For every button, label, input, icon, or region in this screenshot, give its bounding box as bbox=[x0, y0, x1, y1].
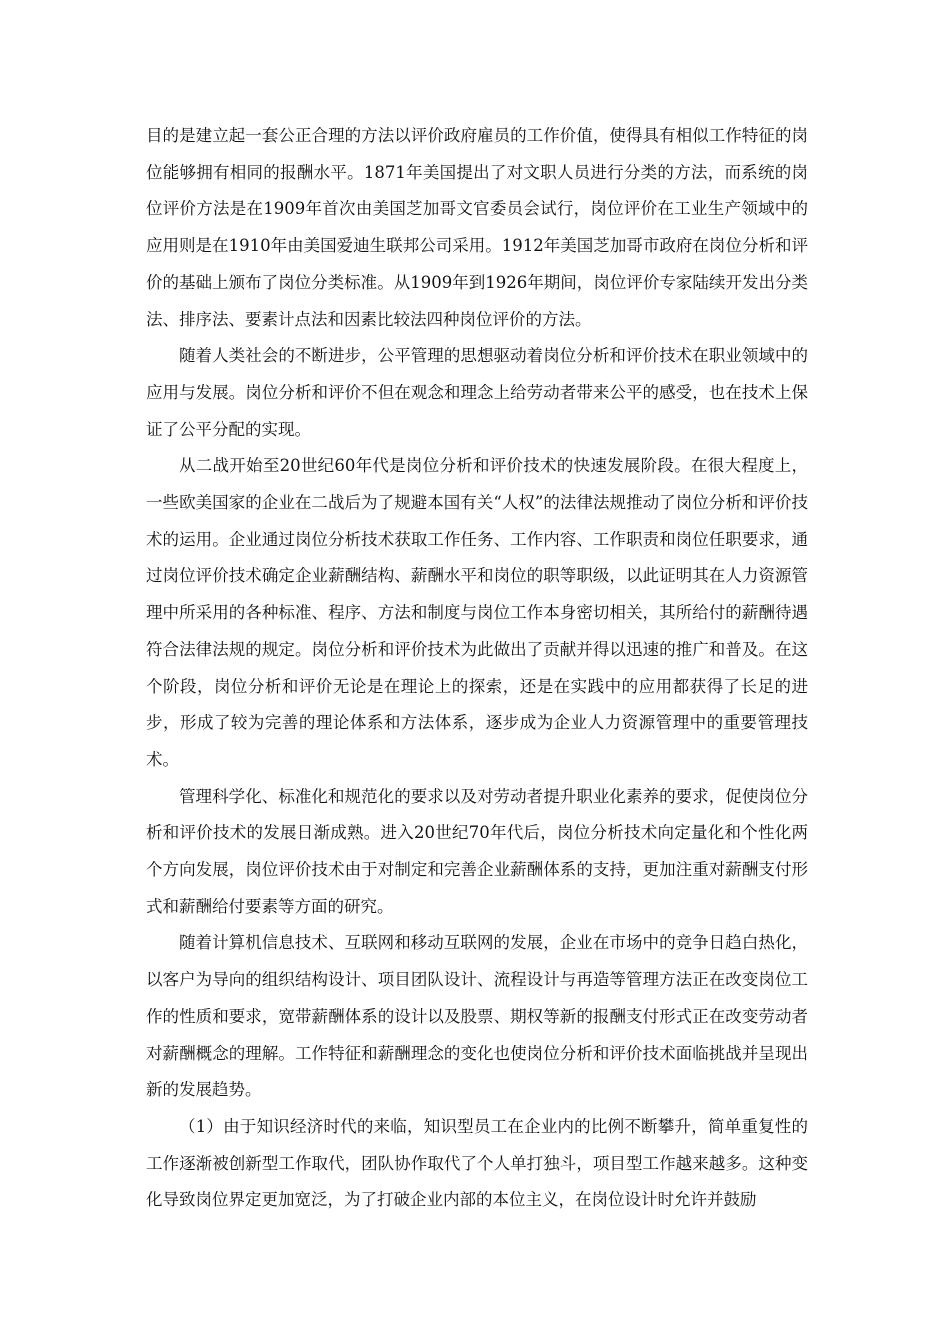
paragraph-internet-era: 随着计算机信息技术、互联网和移动互联网的发展，企业在市场中的竞争日趋白热化，以客户为导向的组织结构设计、项目团队设计、流程设计与再造等管理方法正在改变岗位工作的性质和要求，宽带薪酬体系的设计以及股票、期权等新的报酬支付形式正在改变劳动者对薪酬概念的理解。工作特征和薪酬理念的变化也使岗位分析和评价技术面临挑战并呈现出新的发展趋势。 bbox=[146, 933, 808, 1100]
paragraph-social-progress: 随着人类社会的不断进步，公平管理的思想驱动着岗位分析和评价技术在职业领域中的应用与发展。岗位分析和评价不但在观念和理念上给劳动者带来公平的感受，也在技术上保证了公平分配的实现。 bbox=[146, 346, 808, 439]
document-body bbox=[146, 118, 808, 1219]
paragraph-postwar-development: 从二战开始至20世纪60年代是岗位分析和评价技术的快速发展阶段。在很大程度上，一些欧美国家的企业在二战后为了规避本国有关“人权”的法律法规推动了岗位分析和评价技术的运用。企业通过岗位分析技术获取工作任务、工作内容、工作职责和岗位任职要求，通过岗位评价技术确定企业薪酬结构、薪酬水平和岗位的职等职级，以此证明其在人力资源管理中所采用的各种标准、程序、方法和制度与岗位工作本身密切相关，其所给付的薪酬待遇符合法律法规的规定。岗位分析和评价技术为此做出了贡献并得以迅速的推广和普及。在这个阶段，岗位分析和评价无论是在理论上的探索，还是在实践中的应用都获得了长足的进步，形成了较为完善的理论体系和方法体系，逐步成为企业人力资源管理中的重要管理技术。 bbox=[146, 456, 808, 769]
paragraph-trend-1: （1）由于知识经济时代的来临，知识型员工在企业内的比例不断攀升，简单重复性的工作逐渐被创新型工作取代，团队协作取代了个人单打独斗，项目型工作越来越多。这种变化导致岗位界定更加宽泛，为了打破企业内部的本位主义，在岗位设计时允许并鼓励 bbox=[146, 1116, 808, 1210]
paragraph-maturation: 管理科学化、标准化和规范化的要求以及对劳动者提升职业化素养的要求，促使岗位分析和评价技术的发展日渐成熟。进入20世纪70年代后，岗位分析技术向定量化和个性化两个方向发展，岗位评价技术由于对制定和完善企业薪酬体系的支持，更加注重对薪酬支付形式和薪酬给付要素等方面的研究。 bbox=[146, 786, 808, 916]
paragraph-continuation: 目的是建立起一套公正合理的方法以评价政府雇员的工作价值，使得具有相似工作特征的岗位能够拥有相同的报酬水平。1871年美国提出了对文职人员进行分类的方法，而系统的岗位评价方法是在1909年首次由美国芝加哥文官委员会试行，岗位评价在工业生产领域中的应用则是在1910年由美国爱迪生联邦公司采用。1912年美国芝加哥市政府在岗位分析和评价的基础上颁布了岗位分类标准。从1909年到1926年期间，岗位评价专家陆续开发出分类法、排序法、要素计点法和因素比较法四种岗位评价的方法。 bbox=[146, 126, 808, 329]
